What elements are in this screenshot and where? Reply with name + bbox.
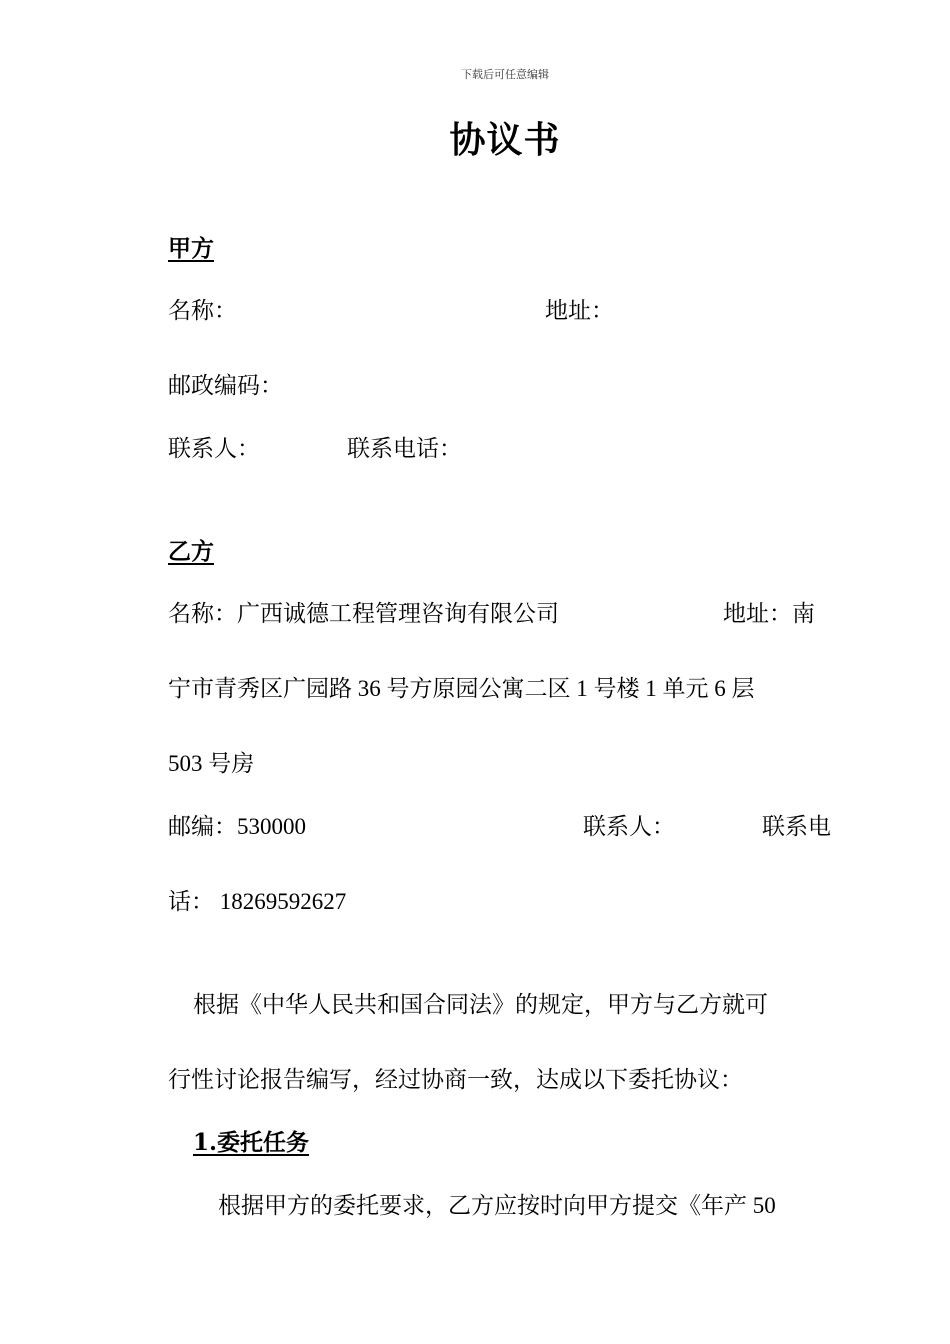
document-title: 协议书 <box>449 119 561 161</box>
party-b-address-line3: 503 号房 <box>168 751 255 776</box>
party-b-contact-label: 联系人： <box>583 814 675 840</box>
party-b-postal: 邮编：530000 <box>168 814 306 839</box>
party-a-address-label: 地址： <box>545 298 614 324</box>
party-b-name: 名称：广西诚德工程管理咨询有限公司 <box>168 601 559 627</box>
party-a-contact-label: 联系人： <box>168 436 260 462</box>
party-a-name-label: 名称： <box>168 298 237 324</box>
party-a-postal-label: 邮政编码： <box>168 373 283 399</box>
header-note: 下载后可任意编辑 <box>461 68 549 81</box>
section-1-heading: 1.委托任务 <box>193 1129 310 1156</box>
intro-line-2: 行性讨论报告编写，经过协商一致，达成以下委托协议： <box>168 1067 743 1093</box>
section-1-line-1: 根据甲方的委托要求，乙方应按时向甲方提交《年产 50 <box>218 1193 776 1218</box>
party-a-phone-label: 联系电话： <box>347 436 462 462</box>
party-b-address-line2: 宁市青秀区广园路 36 号方原园公寓二区 1 号楼 1 单元 6 层 <box>168 676 755 701</box>
intro-line-1: 根据《中华人民共和国合同法》的规定，甲方与乙方就可 <box>193 992 768 1018</box>
party-b-phone: 话： 18269592627 <box>168 889 347 914</box>
party-b-address-start: 地址：南 <box>723 601 815 627</box>
party-b-phone-start: 联系电 <box>762 814 831 840</box>
party-b-heading: 乙方 <box>168 538 214 565</box>
party-a-heading: 甲方 <box>168 235 214 262</box>
